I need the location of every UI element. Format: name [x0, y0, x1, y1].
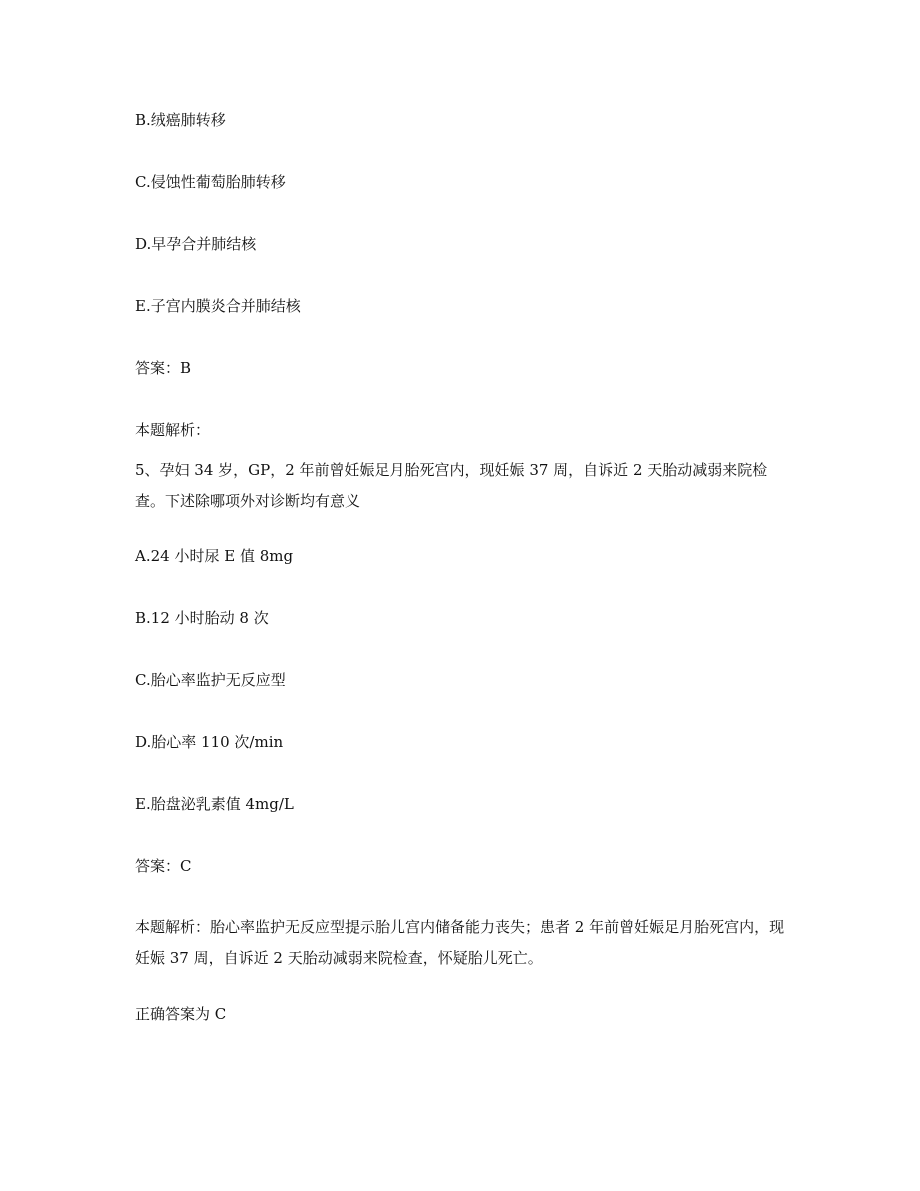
- option-c-prev: C.侵蚀性葡萄胎肺转移: [135, 173, 286, 191]
- option-d-prev: D.早孕合并肺结核: [135, 235, 257, 253]
- option-e-prev: E.子宫内膜炎合并肺结核: [135, 297, 301, 315]
- explanation-prev: 本题解析：: [135, 421, 211, 439]
- correct-answer: 正确答案为 C: [135, 1005, 227, 1023]
- question-stem: 5、孕妇 34 岁，GP，2 年前曾妊娠足月胎死宫内，现妊娠 37 周，自诉近 2 天胎动减弱来院检查。下述除哪项外对诊断均有意义: [135, 461, 768, 510]
- option-d: D.胎心率 110 次/min: [135, 733, 284, 751]
- option-b-prev: B.绒癌肺转移: [135, 111, 226, 129]
- option-a: A.24 小时尿 E 值 8mg: [135, 547, 294, 565]
- answer: 答案：C: [135, 857, 192, 875]
- explanation: 本题解析：胎心率监护无反应型提示胎儿宫内储备能力丧失；患者 2 年前曾妊娠足月胎死宫内，现妊娠 37 周，自诉近 2 天胎动减弱来院检查，怀疑胎儿死亡。: [135, 918, 785, 967]
- option-c: C.胎心率监护无反应型: [135, 671, 286, 689]
- option-b: B.12 小时胎动 8 次: [135, 609, 269, 627]
- answer-prev: 答案：B: [135, 359, 192, 377]
- option-e: E.胎盘泌乳素值 4mg/L: [135, 795, 294, 813]
